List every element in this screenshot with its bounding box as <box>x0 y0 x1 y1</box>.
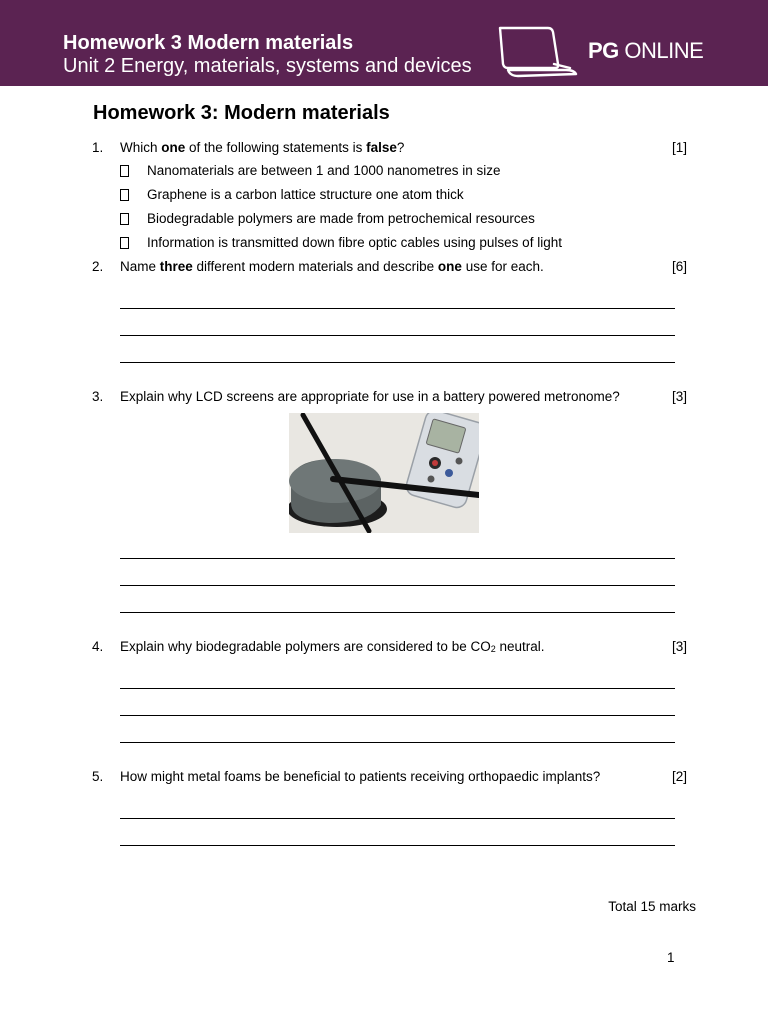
question-2-marks: [6] <box>671 259 687 274</box>
question-5-text: How might metal foams be beneficial to patients receiving orthopaedic implants? <box>120 769 601 784</box>
option-3-checkbox[interactable] <box>120 213 129 225</box>
question-1-number: 1. <box>92 140 104 155</box>
option-3-label: Biodegradable polymers are made from petrochemical resources <box>147 211 535 226</box>
answer-line[interactable] <box>120 585 675 586</box>
question-4-text: Explain why biodegradable polymers are considered to be CO2 neutral. <box>120 639 545 654</box>
brand-logo <box>588 37 703 65</box>
question-3-number: 3. <box>92 389 104 404</box>
question-5-number: 5. <box>92 769 104 784</box>
question-3-marks: [3] <box>671 389 687 404</box>
header-banner <box>0 0 768 86</box>
question-3-text: Explain why LCD screens are appropriate for use in a battery powered metronome? <box>120 389 620 404</box>
option-1-checkbox[interactable] <box>120 165 129 177</box>
option-2-checkbox[interactable] <box>120 189 129 201</box>
answer-line[interactable] <box>120 742 675 743</box>
answer-line[interactable] <box>120 558 675 559</box>
question-2-text: Name three different modern materials and describe one use for each. <box>120 259 544 274</box>
option-4-checkbox[interactable] <box>120 237 129 249</box>
answer-line[interactable] <box>120 688 675 689</box>
question-1-marks: [1] <box>671 140 687 155</box>
question-5-marks: [2] <box>671 769 687 784</box>
answer-line[interactable] <box>120 818 675 819</box>
metronome-photo <box>289 413 479 533</box>
header-subtitle: Unit 2 Energy, materials, systems and devices <box>63 55 472 77</box>
answer-line[interactable] <box>120 715 675 716</box>
option-4-label: Information is transmitted down fibre optic cables using pulses of light <box>147 235 562 250</box>
answer-line[interactable] <box>120 308 675 309</box>
question-1-text: Which one of the following statements is false? <box>120 140 405 155</box>
question-2-number: 2. <box>92 259 104 274</box>
total-marks: Total 15 marks <box>608 899 696 914</box>
brand-rest: ONLINE <box>624 38 704 63</box>
answer-line[interactable] <box>120 845 675 846</box>
page-title: Homework 3: Modern materials <box>93 102 390 124</box>
question-4-marks: [3] <box>671 639 687 654</box>
header-title: Homework 3 Modern materials <box>63 32 354 54</box>
option-2-label: Graphene is a carbon lattice structure one atom thick <box>147 187 464 202</box>
brand-bold: PG <box>588 38 619 63</box>
answer-line[interactable] <box>120 612 675 613</box>
page-number: 1 <box>667 950 675 965</box>
laptop-icon <box>496 24 580 78</box>
option-1-label: Nanomaterials are between 1 and 1000 nanometres in size <box>147 163 501 178</box>
answer-line[interactable] <box>120 362 675 363</box>
question-4-number: 4. <box>92 639 104 654</box>
answer-line[interactable] <box>120 335 675 336</box>
